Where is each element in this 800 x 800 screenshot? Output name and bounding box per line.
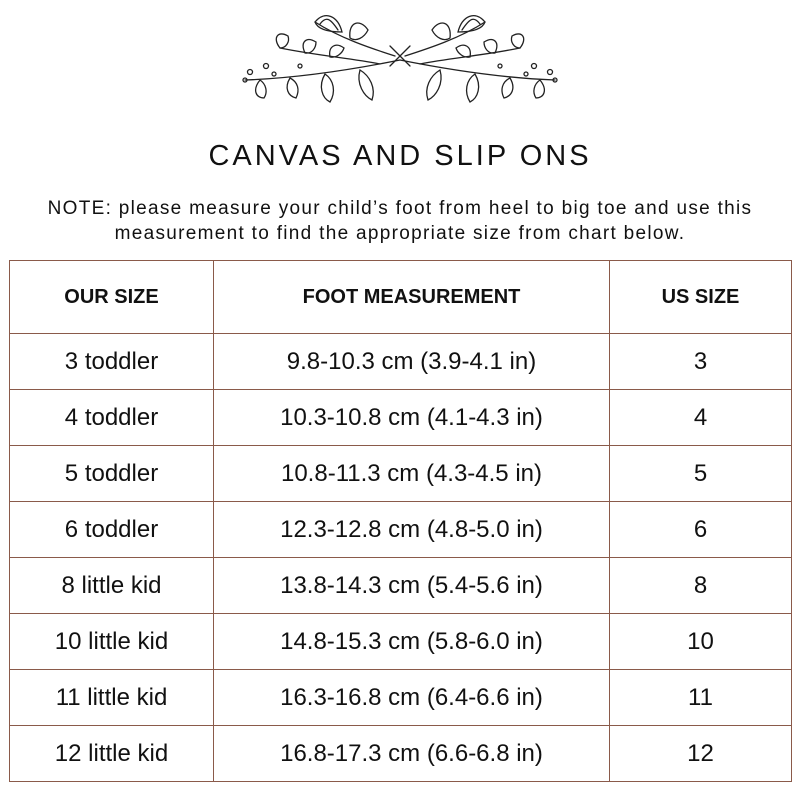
cell-us-size: 4 [610, 390, 792, 446]
measurement-note: NOTE: please measure your child’s foot from heel to big toe and use this measurement to find the appropriate size from chart below. [47, 198, 753, 244]
table-row [10, 558, 792, 614]
size-chart-table [9, 260, 792, 782]
cell-us-size: 10 [610, 614, 792, 670]
cell-us-size: 12 [610, 726, 792, 782]
cell-our-size: 3 toddler [10, 334, 214, 390]
cell-our-size: 5 toddler [10, 446, 214, 502]
cell-our-size: 10 little kid [10, 614, 214, 670]
cell-foot-measurement: 16.3-16.8 cm (6.4-6.6 in) [214, 670, 610, 726]
header-foot-measurement: FOOT MEASUREMENT [214, 261, 610, 334]
table-row [10, 390, 792, 446]
table-row [10, 614, 792, 670]
cell-us-size: 5 [610, 446, 792, 502]
page-title: CANVAS AND SLIP ONS [208, 140, 592, 172]
cell-foot-measurement: 16.8-17.3 cm (6.6-6.8 in) [214, 726, 610, 782]
table-row [10, 334, 792, 390]
table-row [10, 446, 792, 502]
cell-foot-measurement: 14.8-15.3 cm (5.8-6.0 in) [214, 614, 610, 670]
cell-foot-measurement: 10.8-11.3 cm (4.3-4.5 in) [214, 446, 610, 502]
table-row [10, 726, 792, 782]
cell-foot-measurement: 10.3-10.8 cm (4.1-4.3 in) [214, 390, 610, 446]
table-row [10, 502, 792, 558]
cell-us-size: 11 [610, 670, 792, 726]
cell-us-size: 3 [610, 334, 792, 390]
leaf-branch-ornament-icon [230, 8, 570, 108]
cell-our-size: 4 toddler [10, 390, 214, 446]
cell-foot-measurement: 12.3-12.8 cm (4.8-5.0 in) [214, 502, 610, 558]
header-our-size: OUR SIZE [10, 261, 214, 334]
cell-foot-measurement: 13.8-14.3 cm (5.4-5.6 in) [214, 558, 610, 614]
cell-us-size: 6 [610, 502, 792, 558]
cell-foot-measurement: 9.8-10.3 cm (3.9-4.1 in) [214, 334, 610, 390]
cell-our-size: 6 toddler [10, 502, 214, 558]
header-us-size: US SIZE [610, 261, 792, 334]
table-row [10, 670, 792, 726]
cell-our-size: 11 little kid [10, 670, 214, 726]
cell-our-size: 8 little kid [10, 558, 214, 614]
cell-us-size: 8 [610, 558, 792, 614]
table-header-row [10, 261, 792, 334]
cell-our-size: 12 little kid [10, 726, 214, 782]
